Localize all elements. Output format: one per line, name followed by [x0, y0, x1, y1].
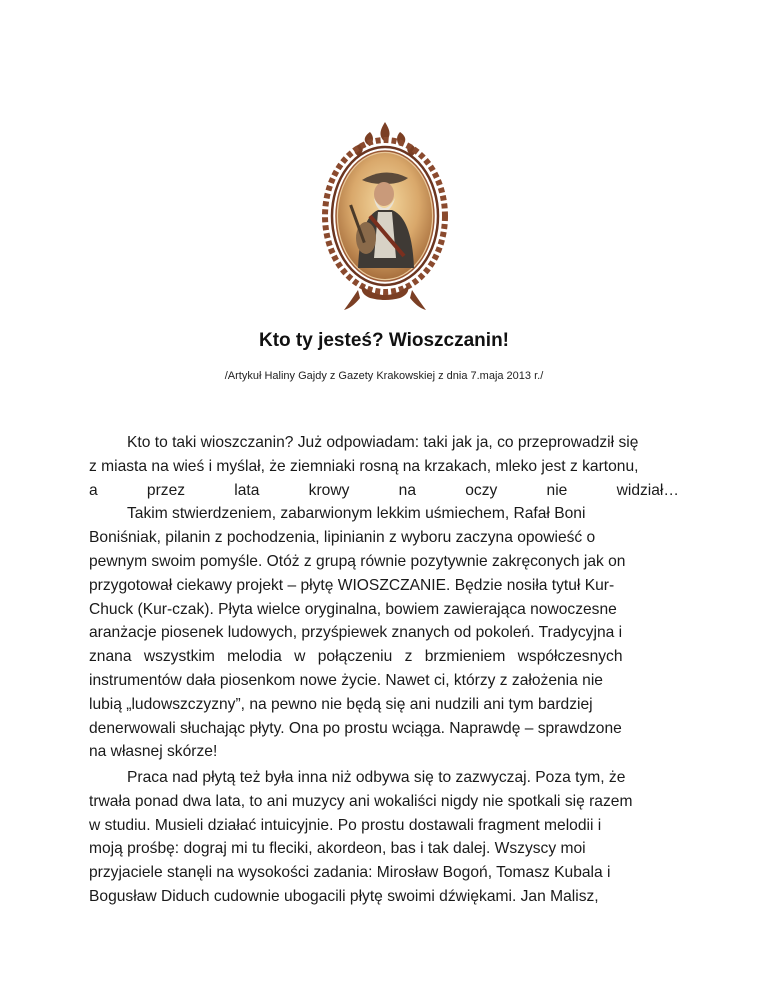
text-line: Bogusław Diduch cudownie ubogacili płytę swoimi dźwiękami. Jan Malisz, — [89, 887, 599, 905]
text-line: aranżacje piosenek ludowych, przyśpiewek znanych od pokoleń. Tradycyjna i — [89, 624, 623, 642]
article-source-note: /Artykuł Haliny Gajdy z Gazety Krakowskiej z dnia 7.maja 2013 r./ — [224, 370, 544, 382]
text-line: na własnej skórze! — [89, 743, 218, 761]
text-line: znana wszystkim melodia w połączeniu z brzmieniem współczesnych — [89, 648, 623, 666]
text-line: moją prośbę: dograj mi tu fleciki, akordeon, bas i tak dalej. Wszyscy moi — [89, 840, 586, 858]
text-line: Takim stwierdzeniem, zabarwionym lekkim uśmiechem, Rafał Boni — [127, 505, 586, 523]
text-line: lubią „ludowszczyzny”, na pewno nie będą się ani nudzili ani tym bardziej — [89, 695, 593, 713]
ornamental-frame-portrait-icon — [300, 118, 470, 318]
text-line: Boniśniak, pilanin z pochodzenia, lipinianin z wyboru zaczyna opowieść o — [89, 529, 596, 547]
text-line: pewnym swoim pomyśle. Otóż z grupą równie pozytywnie zakręconych jak on — [89, 552, 626, 570]
text-line: trwała ponad dwa lata, to ani muzycy ani wokaliści nigdy nie spotkali się razem — [89, 792, 633, 810]
paragraph-1 — [89, 431, 679, 764]
article-title: Kto ty jesteś? Wioszczanin! — [258, 330, 510, 351]
text-line: Chuck (Kur-czak). Płyta wielce oryginalna, bowiem zawierająca nowoczesne — [89, 600, 617, 618]
text-line: przygotował ciekawy projekt – płytę WIOSZCZANIE. Będzie nosiła tytuł Kur- — [89, 576, 615, 594]
text-line: w studiu. Musieli działać intuicyjnie. Po prostu dostawali fragment melodii i — [89, 816, 602, 834]
text-line: instrumentów dała piosenkom nowe życie. Nawet ci, którzy z założenia nie — [89, 671, 603, 689]
text-line: denerwowali słuchając płyty. Ona po prostu wciąga. Naprawdę – sprawdzone — [89, 719, 622, 737]
text-line: Praca nad płytą też była inna niż odbywa się to zazwyczaj. Poza tym, że — [127, 769, 626, 786]
text-line: Kto to taki wioszczanin? Już odpowiadam: taki jak ja, co przeprowadził się — [127, 434, 639, 451]
text-line: z miasta na wieś i myślał, że ziemniaki rosną na krzakach, mleko jest z kartonu, — [89, 457, 639, 475]
text-line: a przez lata krowy na oczy nie widział… — [89, 481, 679, 499]
text-line: przyjaciele stanęli na wysokości zadania: Mirosław Bogoń, Tomasz Kubala i — [89, 864, 611, 882]
paragraph-2 — [89, 766, 679, 909]
